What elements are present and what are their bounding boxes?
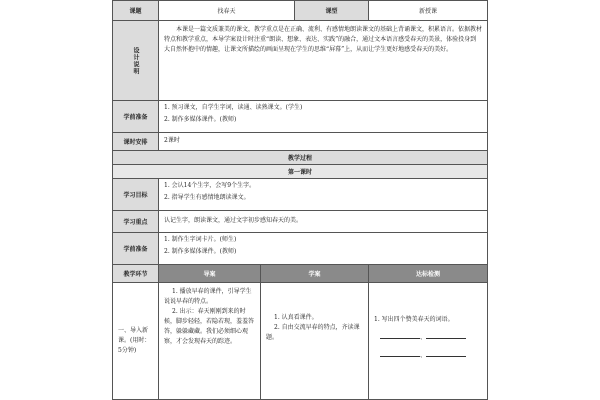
focus-row	[113, 211, 487, 233]
schedule-label: 课时安排	[113, 133, 159, 150]
answer-blank[interactable]	[426, 349, 466, 357]
goal-item: 1. 会认14个生字，会写9个生字。	[164, 182, 256, 189]
prep-item: 1. 预习课文，自学生字词，读通、读熟课文。(学生)	[164, 104, 303, 111]
focus-label: 学习重点	[113, 211, 159, 232]
prep2-item: 1. 制作生字词卡片。(师生)	[164, 236, 237, 243]
prep-item: 2. 制作多媒体课件。(教师)	[164, 116, 237, 123]
prep2-items	[159, 233, 487, 264]
prep-row	[113, 101, 487, 133]
columns-header-row	[113, 265, 487, 283]
step1-name: 一、导入新课。(用时：5分钟)	[113, 283, 159, 399]
step1-check	[369, 283, 487, 399]
header-row	[113, 1, 487, 21]
step1-guide	[159, 283, 261, 399]
prep2-item: 2. 制作多媒体课件。(教师)	[164, 248, 237, 255]
design-text: 本课是一篇文质兼美的课文，教学重点是在正确、流利、有感情地朗读课文的基础上背诵课文，积累语言。依据教材特点和教学重点，本导学案设计时注重“朗读、想象、表达、实践”的融合，通过文本语言感受春天的美景，体验投身到大自然怀抱中的情趣，让课文所描绘的画面呈现在学生的思维“屏幕”上，从而让学生更好地感受春天的美好。	[164, 26, 483, 53]
prep2-row	[113, 233, 487, 265]
check-blanks: 、	[374, 331, 482, 343]
col-check-header: 达标检测	[369, 265, 487, 282]
col-learn-header: 学案	[261, 265, 369, 282]
learn-item: 1. 认真看课件。	[274, 314, 318, 321]
learn-item: 2. 自由交流早春的特点，齐读课题。	[266, 324, 360, 341]
topic-label: 课题	[113, 1, 159, 20]
schedule-row	[113, 133, 487, 151]
step1-learn	[261, 283, 369, 399]
check-blanks: 、	[374, 349, 482, 361]
type-label: 课型	[295, 1, 369, 20]
check-item: 1. 写出四个赞美春天的词语。	[374, 316, 454, 323]
prep-items	[159, 101, 487, 132]
guide-item: 1. 播放早春的课件，引导学生说说早春的特点。	[164, 288, 252, 305]
answer-blank[interactable]	[380, 349, 420, 357]
goals-label: 学习目标	[113, 179, 159, 210]
design-row	[113, 21, 487, 101]
lesson-title: 第一课时	[113, 165, 487, 179]
answer-blank[interactable]	[426, 331, 466, 339]
col-step-header: 教学环节	[113, 265, 159, 282]
goals-items	[159, 179, 487, 210]
design-label: 设计说明	[132, 46, 139, 75]
schedule-value: 2课时	[164, 137, 180, 144]
guide-item: 2. 出示：春天刚刚到来的时候，脚步轻轻，若隐若现，羞羞答答，躲躲藏藏。我们必须细心观察，才会发现春天的踪迹。	[164, 308, 255, 345]
step1-row	[113, 283, 487, 399]
goal-item: 2. 指导学生有感情地朗读课文。	[164, 194, 250, 201]
design-label-cell	[113, 21, 159, 100]
lesson-plan-table	[112, 0, 488, 400]
focus-value: 认记生字，朗读课文，通过文字初步感知春天的美。	[164, 217, 303, 224]
type-value: 新授课	[418, 8, 437, 15]
process-title: 教学过程	[113, 151, 487, 165]
answer-blank[interactable]	[380, 331, 420, 339]
col-guide-header: 导案	[159, 265, 261, 282]
topic-value: 找春天	[159, 1, 295, 20]
prep2-label: 学前准备	[113, 233, 159, 264]
prep-label: 学前准备	[113, 101, 159, 132]
goals-row	[113, 179, 487, 211]
